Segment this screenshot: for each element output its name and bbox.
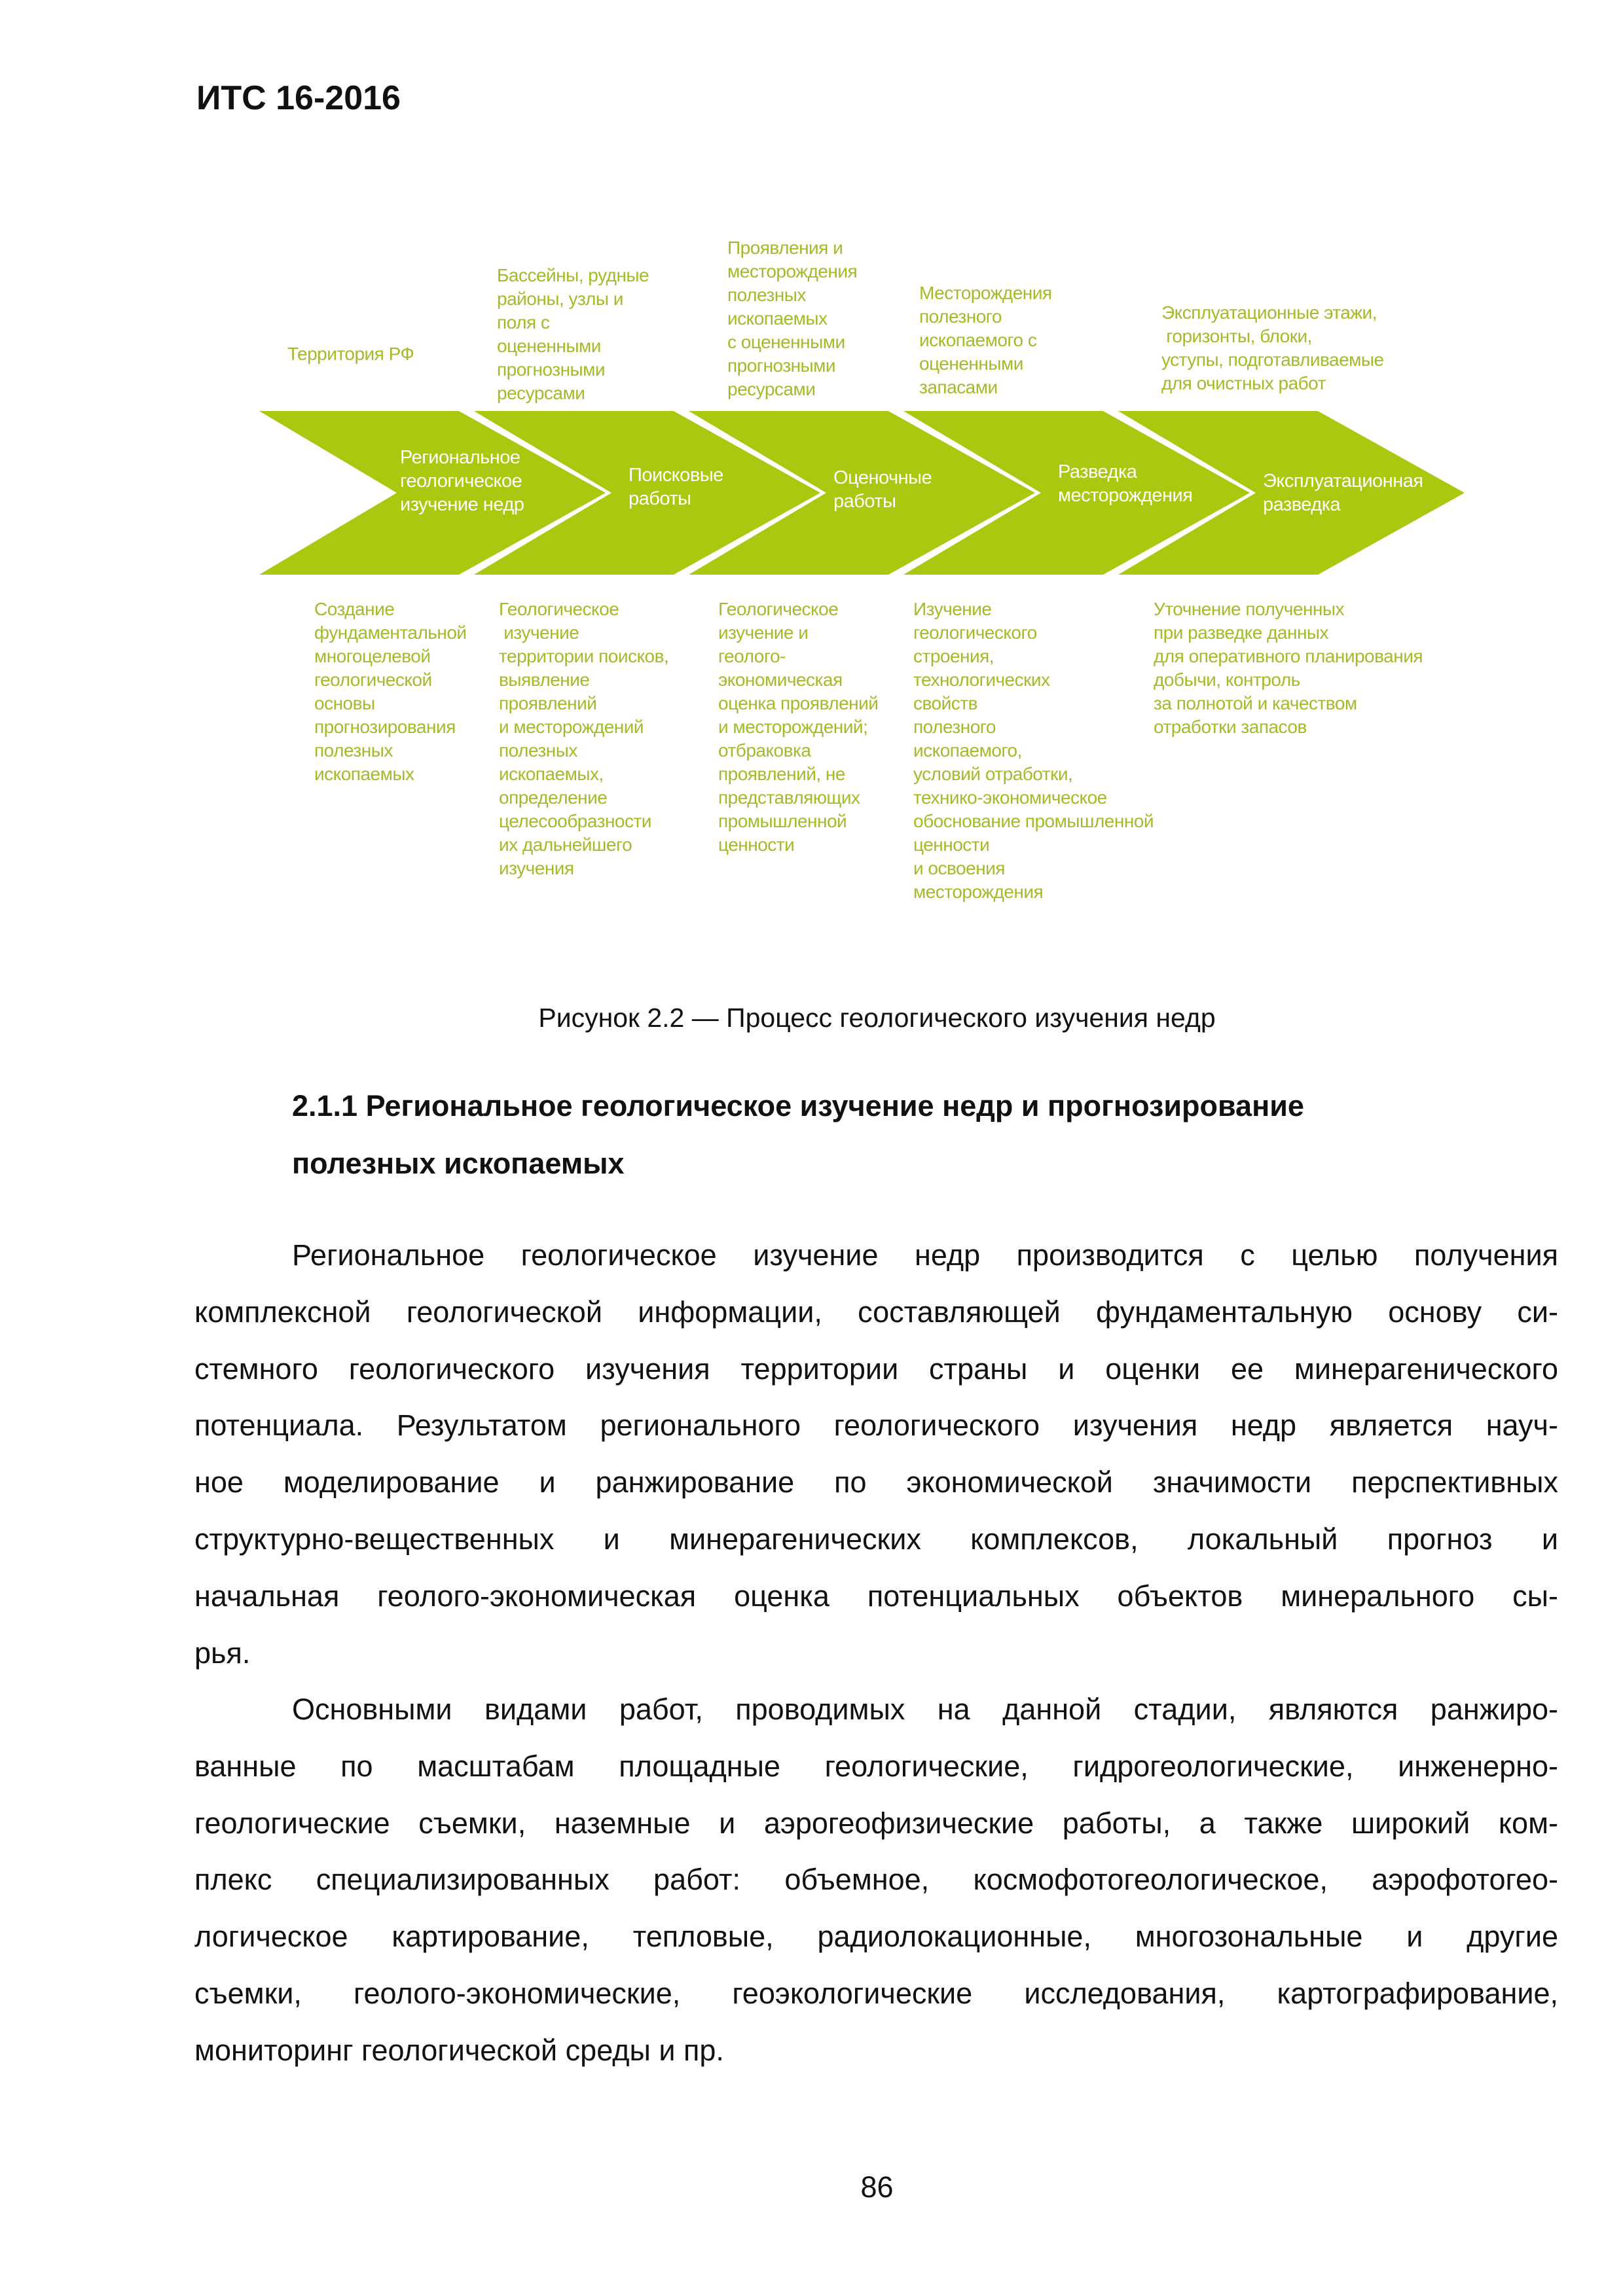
page-number: 86 (860, 2170, 894, 2204)
paragraph-line: структурно-вещественных и минерагенических комплексов, локальный прогноз и (194, 1522, 1558, 1556)
paragraph-line: рья. (194, 1636, 251, 1670)
paragraph-line: начальная геолого-экономическая оценка потенциальных объектов минерального сы- (194, 1579, 1558, 1613)
paragraph-line: стемного геологического изучения территории страны и оценки ее минерагенического (194, 1352, 1558, 1386)
paragraph-line: геологические съемки, наземные и аэрогеофизические работы, а также широкий ком- (194, 1806, 1558, 1840)
geological-process-diagram (0, 0, 1623, 916)
stage-label: Региональное геологическое изучение недр (400, 447, 524, 515)
section-heading-line-1: 2.1.1 Региональное геологическое изучение недр и прогнозирование (292, 1089, 1304, 1122)
stage-label: Разведка месторождения (1058, 461, 1193, 506)
paragraph-line: съемки, геолого-экономические, геоэкологические исследования, картографирование, (194, 1977, 1558, 2010)
stage-description-text: Геологическое изучение территории поисков, выявление проявлений и месторождений полезных ископаемых, определение целесообразности их дальнейшего изучения (499, 599, 669, 878)
paragraph-line: логическое картирование, тепловые, радиолокационные, многозональные и другие (194, 1920, 1558, 1954)
paragraph-line: ванные по масштабам площадные геологические, гидрогеологические, инженерно- (194, 1749, 1558, 1783)
stage-description-text: Уточнение полученных при разведке данных для оперативного планирования добычи, контроль за полнотой и качеством отработки запасов (1154, 599, 1423, 737)
stage-label: Эксплуатационная разведка (1263, 471, 1423, 515)
stage-label: Оценочные работы (833, 467, 932, 512)
stage-object-text: Проявления и месторождения полезных ископаемых с оцененными прогнозными ресурсами (727, 238, 858, 399)
paragraph-line: ное моделирование и ранжирование по экономической значимости перспективных (194, 1465, 1558, 1499)
stage-label: Поисковые работы (629, 465, 723, 509)
stage-description-text: Геологическое изучение и геолого- экономическая оценка проявлений и месторождений; отбраковка проявлений, не представляющих промышленной ценности (718, 599, 879, 855)
stage-object-text: Бассейны, рудные районы, узлы и поля с оцененными прогнозными ресурсами (497, 265, 649, 403)
paragraph-line: Региональное геологическое изучение недр производится с целью получения (292, 1238, 1558, 1272)
stage-object-text: Месторождения полезного ископаемого с оцененными запасами (919, 283, 1052, 397)
paragraph-line: мониторинг геологической среды и пр. (194, 2033, 724, 2067)
paragraph-line: комплексной геологической информации, составляющей фундаментальную основу си- (194, 1295, 1558, 1329)
paragraph-line: плекс специализированных работ: объемное, космофотогеологическое, аэрофотогео- (194, 1863, 1558, 1897)
paragraph-line: потенциала. Результатом регионального геологического изучения недр является науч- (194, 1408, 1558, 1443)
paragraph-line: Основными видами работ, проводимых на данной стадии, являются ранжиро- (292, 1693, 1558, 1726)
figure-caption: Рисунок 2.2 — Процесс геологического изучения недр (538, 1003, 1216, 1033)
stage-description-text: Изучение геологического строения, технологических свойств полезного ископаемого, условий отработки, технико-экономическое обоснование промышленной ценности и освоения месторождения (913, 599, 1154, 902)
stage-object-text: Территория РФ (287, 344, 414, 364)
document-code-header: ИТС 16-2016 (196, 79, 401, 117)
stage-description-text: Создание фундаментальной многоцелевой геологической основы прогнозирования полезных ископаемых (314, 599, 467, 784)
stage-object-text: Эксплуатационные этажи, горизонты, блоки, уступы, подготавливаемые для очистных работ (1161, 302, 1384, 393)
section-heading-line-2: полезных ископаемых (292, 1147, 625, 1180)
